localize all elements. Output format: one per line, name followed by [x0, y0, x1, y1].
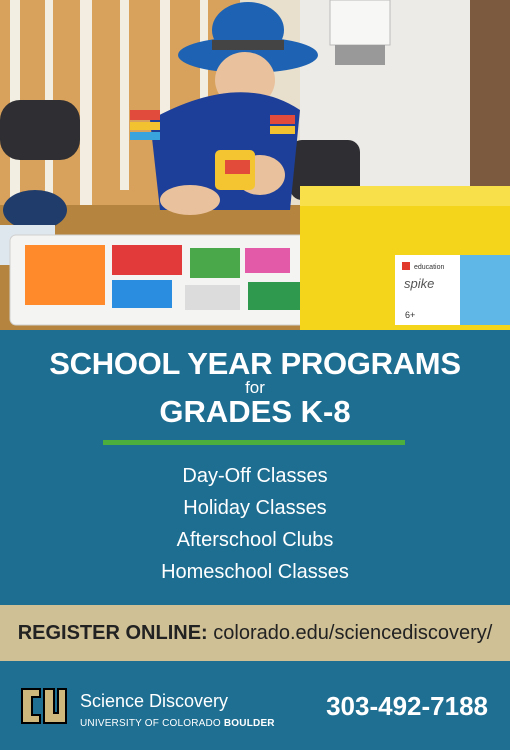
- headline-title: SCHOOL YEAR PROGRAMS: [49, 346, 461, 381]
- program-item: Day-Off Classes: [182, 465, 328, 487]
- programs-section: [0, 330, 510, 605]
- register-bar: [0, 605, 510, 661]
- register-url[interactable]: colorado.edu/sciencediscovery/: [213, 622, 493, 644]
- headline-grades: GRADES K-8: [159, 394, 351, 429]
- program-item: Homeschool Classes: [161, 561, 349, 583]
- register-label: REGISTER ONLINE:: [17, 622, 208, 644]
- hero-photo: [0, 0, 510, 330]
- headline-for: for: [245, 378, 265, 397]
- box-age-text: 6+: [405, 310, 416, 320]
- org-name: Science Discovery: [80, 691, 229, 711]
- program-item: Holiday Classes: [183, 497, 327, 519]
- footer: [0, 661, 510, 750]
- university-name: [80, 718, 275, 729]
- university-prefix: UNIVERSITY OF COLORADO: [80, 718, 221, 729]
- green-divider: [103, 440, 405, 445]
- box-brand-text: education: [414, 264, 445, 271]
- program-list: [0, 460, 510, 588]
- university-campus: BOULDER: [223, 718, 275, 729]
- hero-photo-illustration: [0, 0, 510, 330]
- phone-number[interactable]: 303-492-7188: [326, 691, 488, 721]
- program-item: Afterschool Clubs: [176, 529, 334, 551]
- cu-logo-icon: [20, 685, 68, 727]
- box-product-text: spike: [404, 276, 435, 291]
